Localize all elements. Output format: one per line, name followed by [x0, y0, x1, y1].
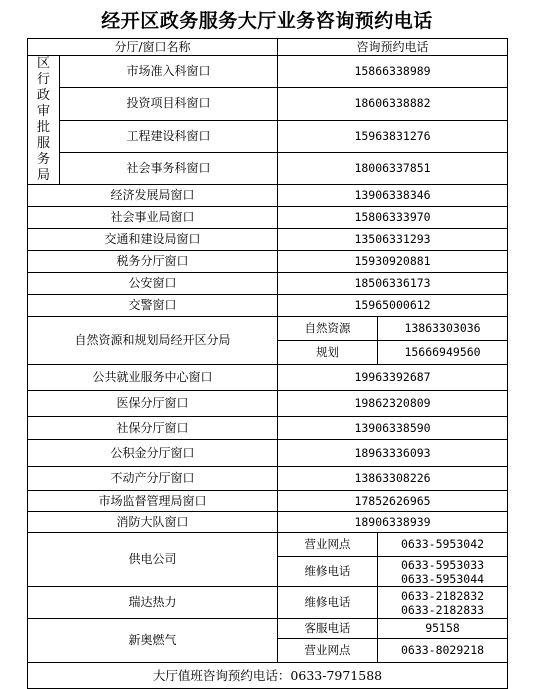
phone-directory-table	[27, 38, 508, 689]
window-name: 社会事务科窗口	[60, 152, 278, 184]
table-row	[28, 491, 508, 512]
window-name: 社保分厅窗口	[28, 417, 278, 440]
sub-category-label: 维修电话	[278, 587, 378, 619]
phone-number: 13506331293	[278, 229, 508, 251]
phone-number: 15666949560	[378, 341, 508, 365]
page-title: 经开区政务服务大厅业务咨询预约电话	[101, 10, 433, 32]
phone-number: 13906338590	[278, 417, 508, 440]
window-name: 经济发展局窗口	[28, 185, 278, 207]
window-name: 社会事业局窗口	[28, 207, 278, 229]
header-name-column: 分厅/窗口名称	[28, 39, 278, 56]
company-name: 新奥燃气	[28, 619, 278, 663]
table-row	[28, 229, 508, 251]
window-name: 市场监督管理局窗口	[28, 491, 278, 512]
phone-line: 0633-5953033	[400, 557, 485, 572]
phone-number: 18606338882	[278, 88, 508, 120]
table-row	[28, 88, 508, 120]
table-row	[28, 512, 508, 533]
table-row	[28, 317, 508, 341]
sub-category-label: 维修电话	[278, 557, 378, 587]
table-row	[28, 273, 508, 295]
window-name: 医保分厅窗口	[28, 391, 278, 417]
window-name: 公安窗口	[28, 273, 278, 295]
company-name: 供电公司	[28, 533, 278, 587]
phone-number: 18906338939	[278, 512, 508, 533]
sub-category-label: 营业网点	[278, 639, 378, 663]
table-row	[28, 185, 508, 207]
table-row	[28, 120, 508, 152]
table-row	[28, 365, 508, 391]
window-name: 公共就业服务中心窗口	[28, 365, 278, 391]
phone-number: 15866338989	[278, 56, 508, 88]
header-phone-column: 咨询预约电话	[278, 39, 508, 56]
phone-number: 19862320809	[278, 391, 508, 417]
table-row	[28, 391, 508, 417]
phone-number: 15965000612	[278, 295, 508, 317]
phone-number: 15806333970	[278, 207, 508, 229]
window-name: 自然资源和规划局经开区分局	[28, 317, 278, 365]
window-name: 投资项目科窗口	[60, 88, 278, 120]
duty-hotline: 大厅值班咨询预约电话：0633-7971588	[28, 663, 508, 689]
phone-line: 0633-2182832	[400, 588, 485, 603]
window-name: 公积金分厅窗口	[28, 440, 278, 467]
phone-number: 13863303036	[378, 317, 508, 341]
phone-number: 0633-8029218	[378, 639, 508, 663]
window-name: 工程建设科窗口	[60, 120, 278, 152]
sub-category-label: 自然资源	[278, 317, 378, 341]
phone-number: 95158	[378, 619, 508, 639]
window-name: 不动产分厅窗口	[28, 467, 278, 491]
sub-category-label: 营业网点	[278, 533, 378, 557]
window-name: 市场准入科窗口	[60, 56, 278, 88]
phone-number: 18506336173	[278, 273, 508, 295]
phone-line: 0633-5953044	[400, 571, 485, 586]
sub-category-label: 客服电话	[278, 619, 378, 639]
phone-number: 18006337851	[278, 152, 508, 184]
admin-group-label: 区行政审批服务局	[28, 56, 60, 185]
phone-number	[378, 557, 508, 587]
table-row	[28, 467, 508, 491]
table-row	[28, 417, 508, 440]
footer-row	[28, 663, 508, 689]
phone-number: 18963336093	[278, 440, 508, 467]
window-name: 交警窗口	[28, 295, 278, 317]
phone-number: 13863308226	[278, 467, 508, 491]
phone-number	[378, 587, 508, 619]
table-row	[28, 619, 508, 639]
company-name: 瑞达热力	[28, 587, 278, 619]
phone-line: 0633-2182833	[400, 602, 485, 617]
sub-category-label: 规划	[278, 341, 378, 365]
header-row	[28, 39, 508, 56]
table-row	[28, 152, 508, 184]
phone-number: 0633-5953042	[378, 533, 508, 557]
table-row	[28, 533, 508, 557]
phone-number: 19963392687	[278, 365, 508, 391]
phone-number: 15963831276	[278, 120, 508, 152]
table-row	[28, 207, 508, 229]
table-row	[28, 251, 508, 273]
phone-number: 13906338346	[278, 185, 508, 207]
window-name: 交通和建设局窗口	[28, 229, 278, 251]
table-row	[28, 295, 508, 317]
table-row	[28, 56, 508, 88]
table-row	[28, 587, 508, 619]
phone-number: 15930920881	[278, 251, 508, 273]
phone-number: 17852626965	[278, 491, 508, 512]
window-name: 税务分厅窗口	[28, 251, 278, 273]
table-row	[28, 440, 508, 467]
window-name: 消防大队窗口	[28, 512, 278, 533]
